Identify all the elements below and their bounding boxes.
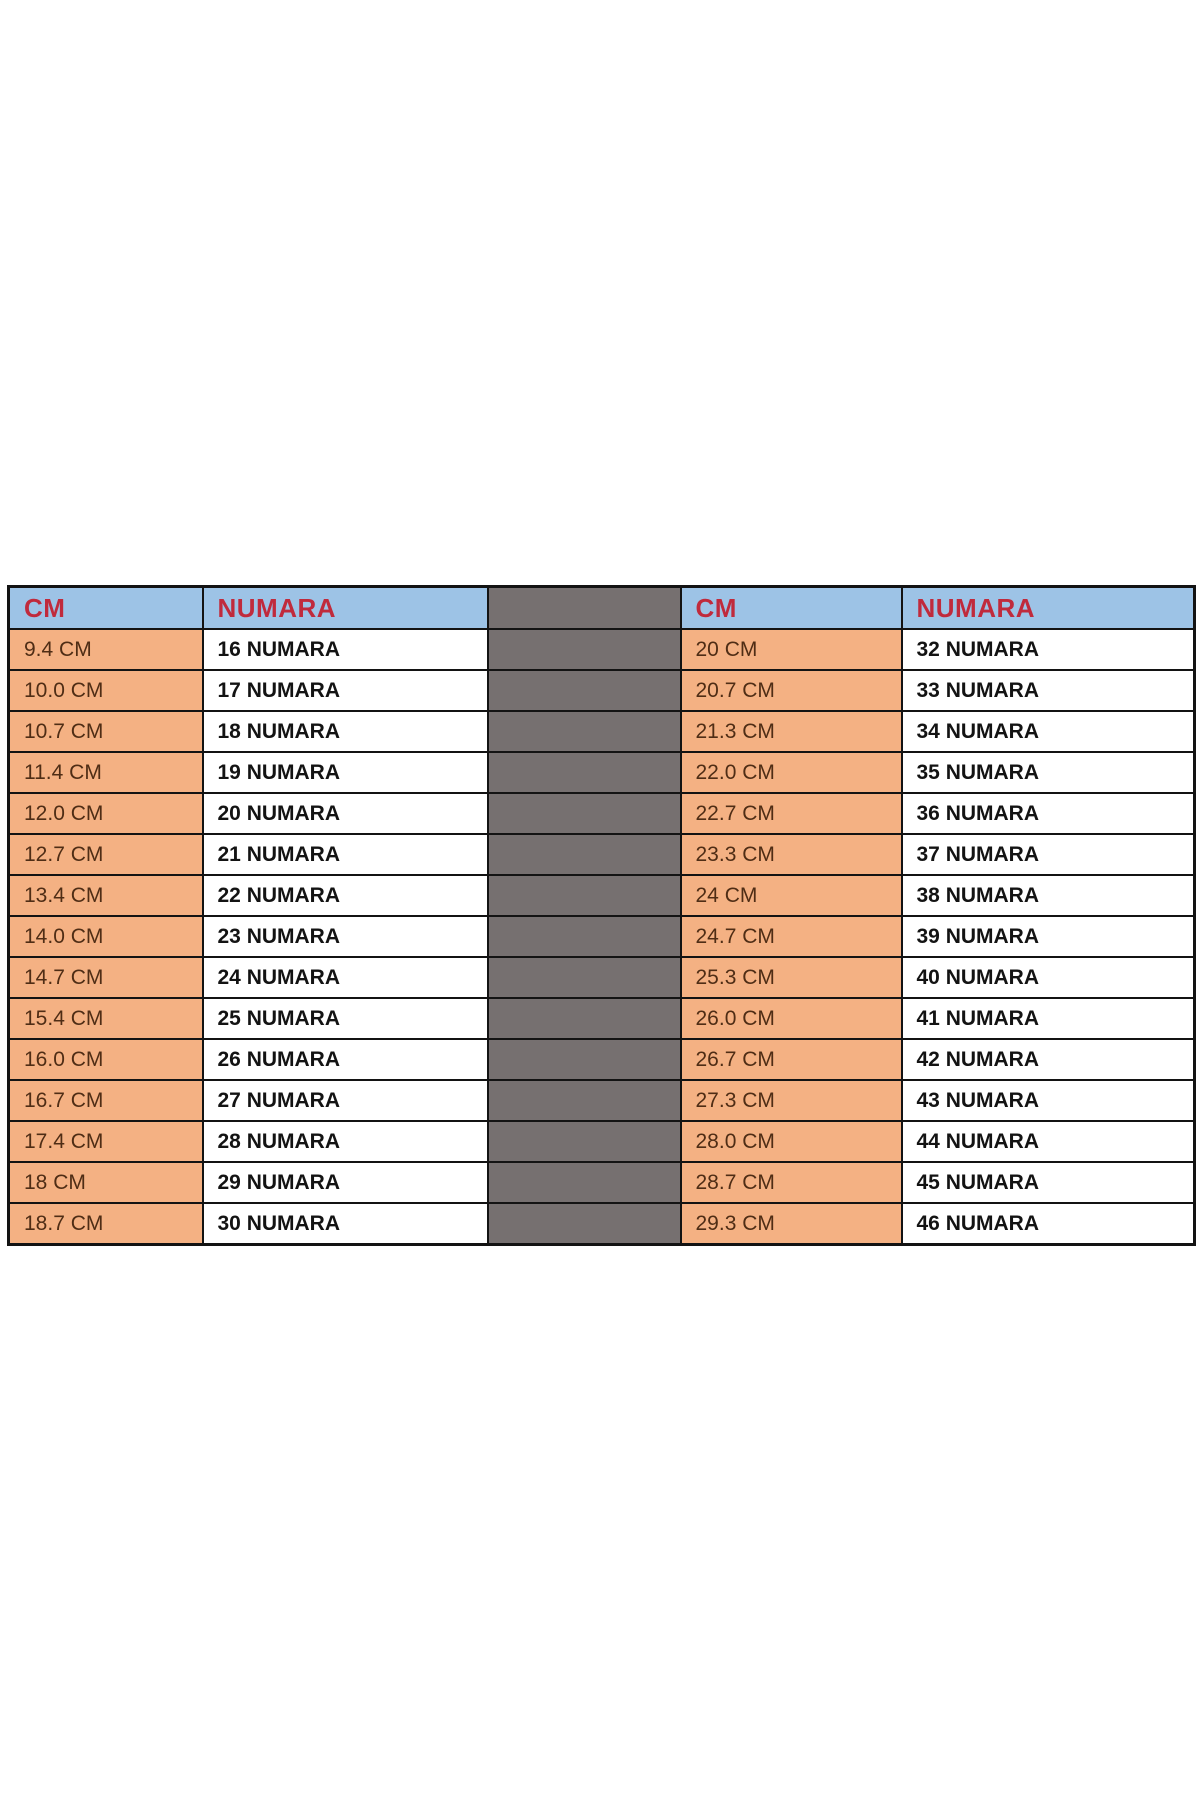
right-numara-value-cell: 42 NUMARA (902, 1039, 1195, 1080)
left-numara-value-cell: 30 NUMARA (203, 1203, 488, 1245)
left-cm-value-cell: 10.0 CM (9, 670, 203, 711)
right-cm-value-cell: 25.3 CM (681, 957, 902, 998)
right-cm-value-cell: 26.7 CM (681, 1039, 902, 1080)
left-numara-value-cell: 17 NUMARA (203, 670, 488, 711)
left-numara-value-cell: 23 NUMARA (203, 916, 488, 957)
table-row (9, 629, 1195, 670)
left-cm-value-cell: 12.0 CM (9, 793, 203, 834)
left-numara-value-cell: 22 NUMARA (203, 875, 488, 916)
table-row (9, 752, 1195, 793)
table-row (9, 711, 1195, 752)
spacer-cell (488, 834, 681, 875)
spacer-cell (488, 998, 681, 1039)
left-cm-value-cell: 16.7 CM (9, 1080, 203, 1121)
spacer-cell (488, 1121, 681, 1162)
table-row (9, 1080, 1195, 1121)
spacer-cell (488, 629, 681, 670)
spacer-cell (488, 1039, 681, 1080)
header-row (9, 587, 1195, 630)
right-numara-value-cell: 32 NUMARA (902, 629, 1195, 670)
spacer-column-header (488, 587, 681, 630)
left-cm-column-header: CM (9, 587, 203, 630)
size-chart-table (7, 585, 1196, 1246)
left-cm-value-cell: 17.4 CM (9, 1121, 203, 1162)
left-numara-value-cell: 16 NUMARA (203, 629, 488, 670)
right-numara-value-cell: 38 NUMARA (902, 875, 1195, 916)
table-row (9, 957, 1195, 998)
right-cm-value-cell: 29.3 CM (681, 1203, 902, 1245)
left-cm-value-cell: 18 CM (9, 1162, 203, 1203)
left-numara-value-cell: 24 NUMARA (203, 957, 488, 998)
left-numara-value-cell: 28 NUMARA (203, 1121, 488, 1162)
right-numara-value-cell: 33 NUMARA (902, 670, 1195, 711)
right-cm-value-cell: 27.3 CM (681, 1080, 902, 1121)
right-numara-value-cell: 37 NUMARA (902, 834, 1195, 875)
right-cm-value-cell: 28.0 CM (681, 1121, 902, 1162)
table-row (9, 1121, 1195, 1162)
left-numara-value-cell: 20 NUMARA (203, 793, 488, 834)
table-row (9, 875, 1195, 916)
table-row (9, 1203, 1195, 1245)
left-cm-value-cell: 14.7 CM (9, 957, 203, 998)
table-row (9, 793, 1195, 834)
left-cm-value-cell: 9.4 CM (9, 629, 203, 670)
table-row (9, 834, 1195, 875)
table-row (9, 1162, 1195, 1203)
spacer-cell (488, 875, 681, 916)
right-cm-column-header: CM (681, 587, 902, 630)
left-numara-column-header: NUMARA (203, 587, 488, 630)
right-numara-value-cell: 40 NUMARA (902, 957, 1195, 998)
table-row (9, 998, 1195, 1039)
left-cm-value-cell: 18.7 CM (9, 1203, 203, 1245)
right-numara-value-cell: 46 NUMARA (902, 1203, 1195, 1245)
left-cm-value-cell: 13.4 CM (9, 875, 203, 916)
left-numara-value-cell: 25 NUMARA (203, 998, 488, 1039)
spacer-cell (488, 711, 681, 752)
left-cm-value-cell: 15.4 CM (9, 998, 203, 1039)
left-cm-value-cell: 14.0 CM (9, 916, 203, 957)
spacer-cell (488, 1080, 681, 1121)
left-numara-value-cell: 21 NUMARA (203, 834, 488, 875)
left-cm-value-cell: 11.4 CM (9, 752, 203, 793)
right-numara-value-cell: 34 NUMARA (902, 711, 1195, 752)
right-numara-value-cell: 41 NUMARA (902, 998, 1195, 1039)
left-cm-value-cell: 10.7 CM (9, 711, 203, 752)
right-cm-value-cell: 26.0 CM (681, 998, 902, 1039)
spacer-cell (488, 793, 681, 834)
table-body (9, 629, 1195, 1245)
right-cm-value-cell: 23.3 CM (681, 834, 902, 875)
table-row (9, 670, 1195, 711)
spacer-cell (488, 670, 681, 711)
spacer-cell (488, 916, 681, 957)
left-numara-value-cell: 29 NUMARA (203, 1162, 488, 1203)
left-cm-value-cell: 12.7 CM (9, 834, 203, 875)
spacer-cell (488, 957, 681, 998)
table-header (9, 587, 1195, 630)
right-cm-value-cell: 22.0 CM (681, 752, 902, 793)
right-cm-value-cell: 28.7 CM (681, 1162, 902, 1203)
left-numara-value-cell: 27 NUMARA (203, 1080, 488, 1121)
left-cm-value-cell: 16.0 CM (9, 1039, 203, 1080)
table-row (9, 916, 1195, 957)
right-cm-value-cell: 24 CM (681, 875, 902, 916)
right-cm-value-cell: 24.7 CM (681, 916, 902, 957)
right-cm-value-cell: 20 CM (681, 629, 902, 670)
right-numara-value-cell: 44 NUMARA (902, 1121, 1195, 1162)
right-numara-value-cell: 35 NUMARA (902, 752, 1195, 793)
right-numara-value-cell: 36 NUMARA (902, 793, 1195, 834)
spacer-cell (488, 752, 681, 793)
right-numara-column-header: NUMARA (902, 587, 1195, 630)
right-numara-value-cell: 43 NUMARA (902, 1080, 1195, 1121)
right-cm-value-cell: 20.7 CM (681, 670, 902, 711)
right-numara-value-cell: 39 NUMARA (902, 916, 1195, 957)
right-cm-value-cell: 22.7 CM (681, 793, 902, 834)
left-numara-value-cell: 26 NUMARA (203, 1039, 488, 1080)
spacer-cell (488, 1203, 681, 1245)
spacer-cell (488, 1162, 681, 1203)
table-row (9, 1039, 1195, 1080)
right-cm-value-cell: 21.3 CM (681, 711, 902, 752)
left-numara-value-cell: 19 NUMARA (203, 752, 488, 793)
right-numara-value-cell: 45 NUMARA (902, 1162, 1195, 1203)
left-numara-value-cell: 18 NUMARA (203, 711, 488, 752)
